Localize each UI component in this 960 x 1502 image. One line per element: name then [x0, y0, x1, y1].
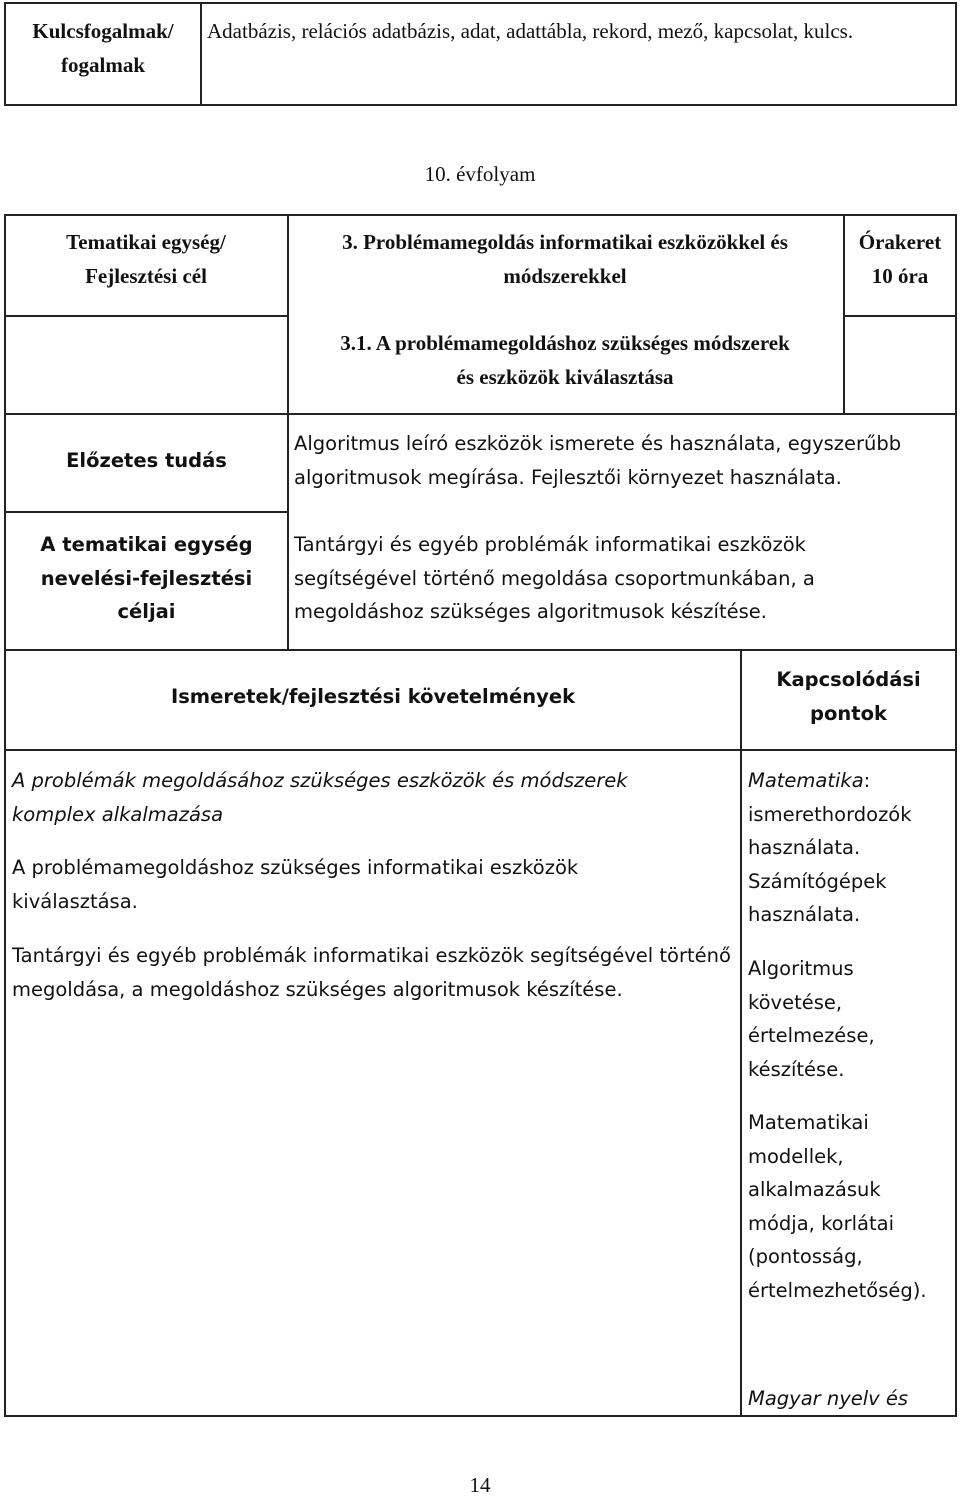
unit-table-row2 — [4, 413, 957, 415]
unit-header-label: Tematikai egység/ Fejlesztési cél — [66, 230, 226, 288]
unit-title: 3. Problémamegoldás informatikai eszközökkel és módszerekkel — [342, 230, 788, 288]
unit-table-row1b — [843, 315, 957, 317]
requirements-header-line — [4, 749, 957, 751]
goals-label: A tematikai egység nevelési-fejlesztési céljai — [40, 533, 253, 623]
connections-header: Kapcsolódási pontok — [776, 668, 921, 725]
connection-math-colon: : — [863, 769, 871, 792]
requirements-header: Ismeretek/fejlesztési követelmények — [170, 685, 576, 708]
connection-algorithm: Algoritmus követése, értelmezése, készítése. — [748, 957, 875, 1081]
prior-knowledge-label: Előzetes tudás — [66, 449, 227, 472]
unit-subtitle: 3.1. A problémamegoldáshoz szükséges módszerek és eszközök kiválasztása — [340, 331, 790, 389]
unit-table-col2 — [843, 214, 845, 414]
unit-table-row1 — [4, 315, 287, 317]
unit-hours: Órakeret 10 óra — [858, 230, 942, 288]
key-concepts-value: Adatbázis, relációs adatbázis, adat, adattábla, rekord, mező, kapcsolat, kulcs. — [207, 19, 854, 43]
requirement-item-1: A problémák megoldásához szükséges eszközök és módszerek komplex alkalmazása — [12, 769, 628, 826]
connection-math-text: ismerethordozók használata. Számítógépek használata. — [748, 802, 912, 926]
page-number: 14 — [469, 1473, 491, 1497]
key-concepts-divider — [200, 2, 202, 106]
requirement-item-2: A problémamegoldáshoz szükséges informatikai eszközök kiválasztása. — [12, 856, 579, 913]
connection-next: Magyar nyelv és — [748, 1387, 909, 1410]
connection-math-label: Matematika — [748, 769, 864, 792]
unit-table-row3 — [4, 511, 287, 513]
unit-table-col1 — [287, 214, 289, 651]
prior-knowledge-text: Algoritmus leíró eszközök ismerete és használata, egyszerűbb algoritmusok megírása. Fejlesztői környezet használata. — [294, 432, 902, 489]
requirements-divider — [740, 651, 742, 1417]
goals-text: Tantárgyi és egyéb problémák informatikai eszközök segítségével történő megoldása csoportmunkában, a megoldáshoz szükséges algoritmusok készítése. — [294, 533, 815, 623]
requirement-item-3: Tantárgyi és egyéb problémák informatikai eszközök segítségével történő megoldása, a megoldáshoz szükséges algoritmusok készítése. — [12, 944, 731, 1001]
connection-models: Matematikai modellek, alkalmazásuk módja, korlátai (pontosság, értelmezhetőség). — [748, 1111, 927, 1302]
connection-math — [748, 764, 953, 932]
grade-heading: 10. évfolyam — [424, 162, 536, 186]
key-concepts-label: Kulcsfogalmak/ fogalmak — [32, 19, 174, 77]
